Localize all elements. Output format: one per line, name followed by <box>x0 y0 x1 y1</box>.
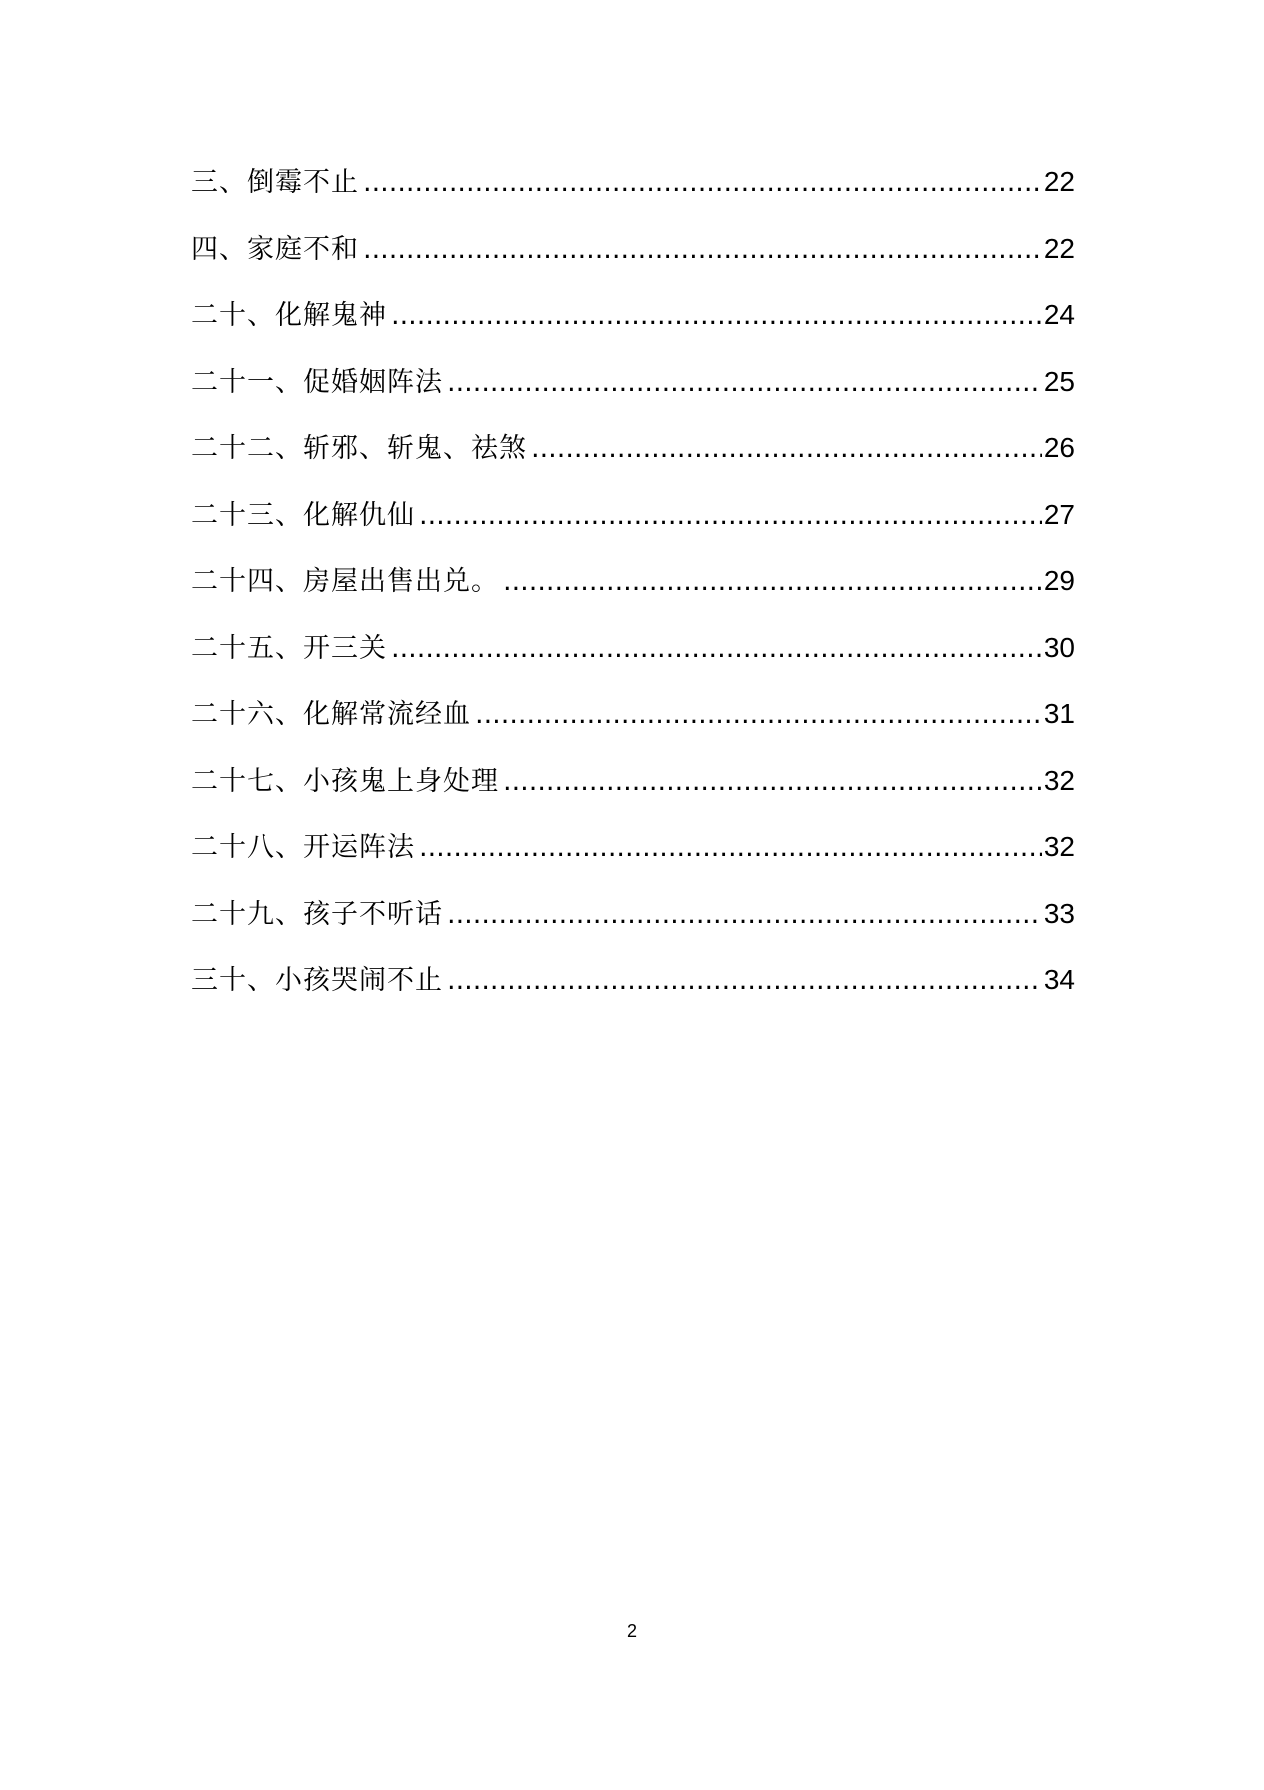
toc-entry[interactable] <box>191 827 1075 894</box>
toc-entry-title: 二十、化解鬼神 <box>191 300 387 331</box>
toc-entry-title: 二十四、房屋出售出兑。 <box>191 566 499 597</box>
toc-entry[interactable] <box>191 162 1075 229</box>
toc-entry-page: 24 <box>1043 299 1075 330</box>
toc-entry-page: 25 <box>1043 365 1075 397</box>
toc-entry[interactable] <box>191 960 1075 1027</box>
toc-entry-page: 26 <box>1043 432 1075 463</box>
toc-entry-title: 二十七、小孩鬼上身处理 <box>191 765 499 797</box>
toc-dot-leader <box>391 629 1042 669</box>
toc-entry-title: 四、家庭不和 <box>191 233 359 265</box>
toc-dot-leader <box>475 695 1042 735</box>
toc-entry[interactable] <box>191 761 1075 828</box>
toc-entry-page: 22 <box>1043 232 1075 264</box>
toc-entry-page: 34 <box>1043 964 1075 995</box>
toc-dot-leader <box>391 296 1042 336</box>
page-number: 2 <box>626 1621 637 1641</box>
toc-entry-title: 二十五、开三关 <box>191 632 387 664</box>
toc-entry-title: 三十、小孩哭闹不止 <box>191 965 443 996</box>
toc-entry-page: 31 <box>1043 698 1075 729</box>
toc-entry-page: 33 <box>1043 897 1075 929</box>
toc-entry-title: 二十八、开运阵法 <box>191 832 415 863</box>
toc-entry-page: 30 <box>1043 631 1075 663</box>
toc-entry-title: 二十九、孩子不听话 <box>191 898 443 930</box>
toc-dot-leader <box>419 828 1042 868</box>
table-of-contents <box>191 162 1075 1027</box>
toc-entry[interactable] <box>191 229 1075 296</box>
toc-entry[interactable] <box>191 362 1075 429</box>
toc-dot-leader <box>447 961 1042 1001</box>
toc-dot-leader <box>503 762 1042 802</box>
toc-entry-page: 22 <box>1043 166 1075 197</box>
toc-entry[interactable] <box>191 295 1075 362</box>
toc-dot-leader <box>531 429 1042 469</box>
toc-entry-page: 32 <box>1043 831 1075 862</box>
toc-entry-page: 29 <box>1043 565 1075 596</box>
toc-entry-title: 二十二、斩邪、斩鬼、祛煞 <box>191 433 527 464</box>
toc-entry-page: 27 <box>1043 498 1075 530</box>
toc-dot-leader <box>447 895 1042 935</box>
toc-entry[interactable] <box>191 428 1075 495</box>
toc-entry-title: 二十六、化解常流经血 <box>191 699 471 730</box>
toc-entry[interactable] <box>191 628 1075 695</box>
toc-dot-leader <box>503 562 1042 602</box>
toc-entry[interactable] <box>191 694 1075 761</box>
toc-entry-title: 三、倒霉不止 <box>191 167 359 198</box>
toc-entry-page: 32 <box>1043 764 1075 796</box>
toc-dot-leader <box>447 363 1042 403</box>
toc-entry[interactable] <box>191 894 1075 961</box>
toc-entry[interactable] <box>191 561 1075 628</box>
toc-entry-title: 二十一、促婚姻阵法 <box>191 366 443 398</box>
toc-dot-leader <box>363 230 1042 270</box>
toc-dot-leader <box>363 163 1042 203</box>
toc-dot-leader <box>419 496 1042 536</box>
toc-entry[interactable] <box>191 495 1075 562</box>
toc-entry-title: 二十三、化解仇仙 <box>191 499 415 531</box>
